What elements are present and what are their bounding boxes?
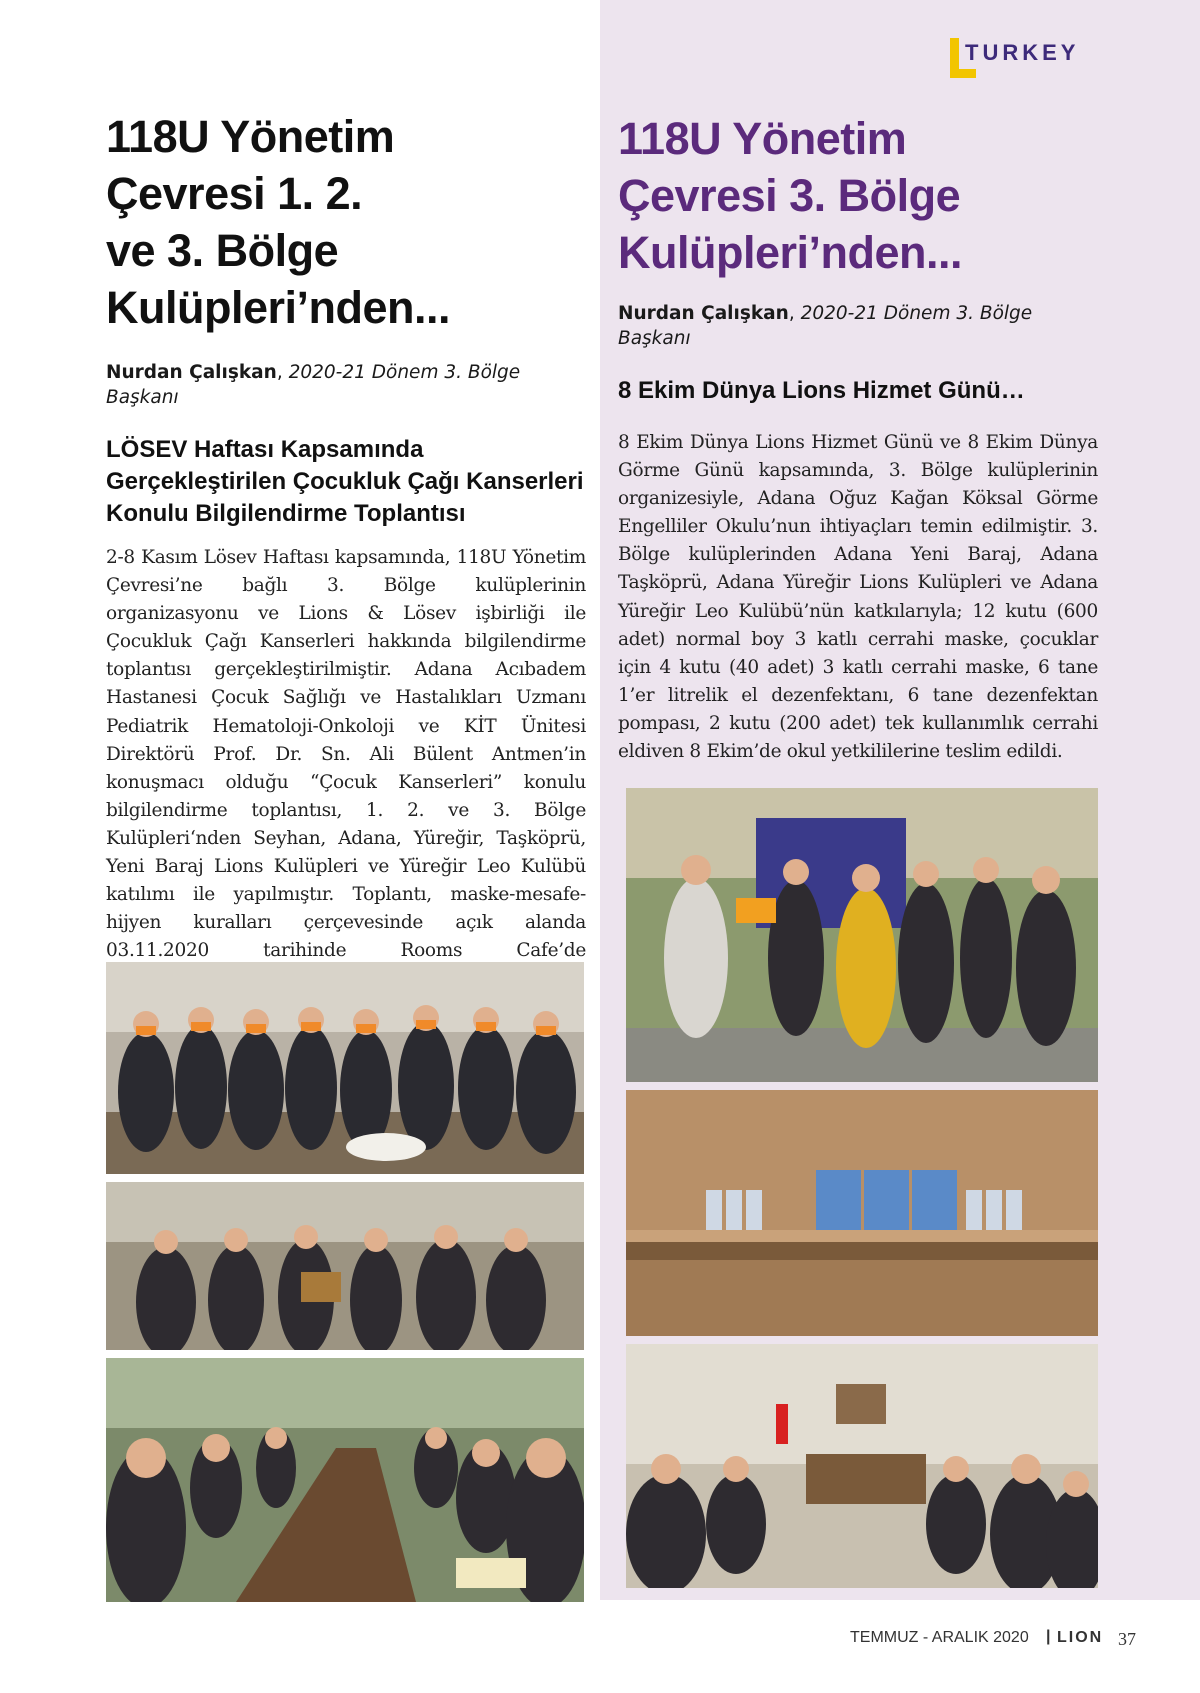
- donated-supplies-photo: [626, 1090, 1098, 1336]
- right-article-title: [618, 110, 1098, 281]
- left-article-title: [106, 108, 586, 336]
- left-article-subheading: LÖSEV Haftası Kapsamında Gerçekleştirilen Çocukluk Çağı Kanserleri Konulu Bilgilendirme Toplantısı: [106, 436, 584, 527]
- group-photo-losev: [106, 962, 584, 1174]
- right-article-byline: Nurdan Çalışkan, 2020-21 Dönem 3. Bölge Başkanı: [618, 303, 1033, 349]
- meeting-table-photo: [106, 1358, 584, 1602]
- left-article: [106, 108, 586, 994]
- author-name: Nurdan Çalışkan: [106, 362, 277, 383]
- left-article-body: 2-8 Kasım Lösev Haftası kapsamında, 118U Yönetim Çevresi’ne bağlı 3. Bölge kulüplerinin organizasyonu ve Lions & Lösev işbirliği ile Çocukluk Çağı Kanserleri hakkında bilgilendirme toplantısı gerçekleştirilmiştir. Adana Acıbadem Hastanesi Çocuk Sağlığı ve Hastalıkları Uzmanı Pediatrik Hematoloji-Onkoloji ve KİT Ünitesi Direktörü Prof. Dr. Sn. Ali Bülent Antmen’in konuşmacı olduğu “Çocuk Kanserleri” konulu bilgilendirme toplantısı, 1. 2. ve 3. Bölge Kulüpleri‘nden Seyhan, Adana, Yüreğir, Taşköprü, Yeni Baraj Lions Kulüpleri ve Yüreğir Leo Kulübü katılımı ile yapılmıştır. Toplantı, maske-mesafe-hijyen kuralları çerçevesinde açık alanda 03.11.2020 tarihinde Rooms Cafe’de: [106, 547, 586, 962]
- award-presentation-photo: [106, 1182, 584, 1350]
- title-line: 118U Yönetim: [106, 111, 395, 162]
- title-line: 118U Yönetim: [618, 113, 907, 164]
- school-visit-group-photo: [626, 788, 1098, 1082]
- issue-date: TEMMUZ - ARALIK 2020: [850, 1629, 1029, 1646]
- title-line: Çevresi 1. 2.: [106, 168, 363, 219]
- page-number: 37: [1118, 1629, 1136, 1649]
- right-article-subheading: 8 Ekim Dünya Lions Hizmet Günü…: [618, 377, 1025, 404]
- right-article-body: 8 Ekim Dünya Lions Hizmet Günü ve 8 Ekim Dünya Görme Günü kapsamında, 3. Bölge kulüplerinin organizesiyle, Adana Oğuz Kağan Köksal Görme Engelliler Okulu’nun ihtiyaçları temin edilmiştir. 3. Bölge kulüplerinden Adana Yeni Baraj, Adana Taşköprü, Adana Yüreğir Lions Kulüpleri ve Adana Yüreğir Leo Kulübü’nün katkılarıyla; 12 kutu (600 adet) normal boy 3 katlı cerrahi maske, çocuklar için 4 kutu (40 adet) 3 katlı cerrahi maske, 6 tane 1’er litrelik el dezenfektanı, 6 tane dezenfektan pompası, 2 kutu (200 adet) tek kullanımlık cerrahi eldiven 8 Ekim’de okul yetkililerine teslim edildi.: [618, 432, 1098, 763]
- author-name: Nurdan Çalışkan: [618, 303, 789, 324]
- magazine-name: LION: [1057, 1629, 1104, 1646]
- school-office-meeting-photo: [626, 1344, 1098, 1588]
- author-role: 2020-21 Dönem 3. Bölge Başkanı: [618, 303, 1033, 349]
- brand-wordmark: TURKEY: [965, 40, 1080, 65]
- title-line: ve 3. Bölge: [106, 225, 339, 276]
- page-footer: [850, 1629, 1170, 1653]
- title-line: Kulüpleri’nden...: [106, 282, 451, 333]
- left-article-byline: Nurdan Çalışkan, 2020-21 Dönem 3. Bölge Başkanı: [106, 362, 521, 408]
- title-line: Çevresi 3. Bölge: [618, 170, 961, 221]
- title-line: Kulüpleri’nden...: [618, 227, 963, 278]
- brand-logo: [950, 38, 1100, 78]
- author-role: 2020-21 Dönem 3. Bölge Başkanı: [106, 362, 521, 408]
- footer-separator: |: [1046, 1628, 1051, 1645]
- right-article: [618, 110, 1098, 766]
